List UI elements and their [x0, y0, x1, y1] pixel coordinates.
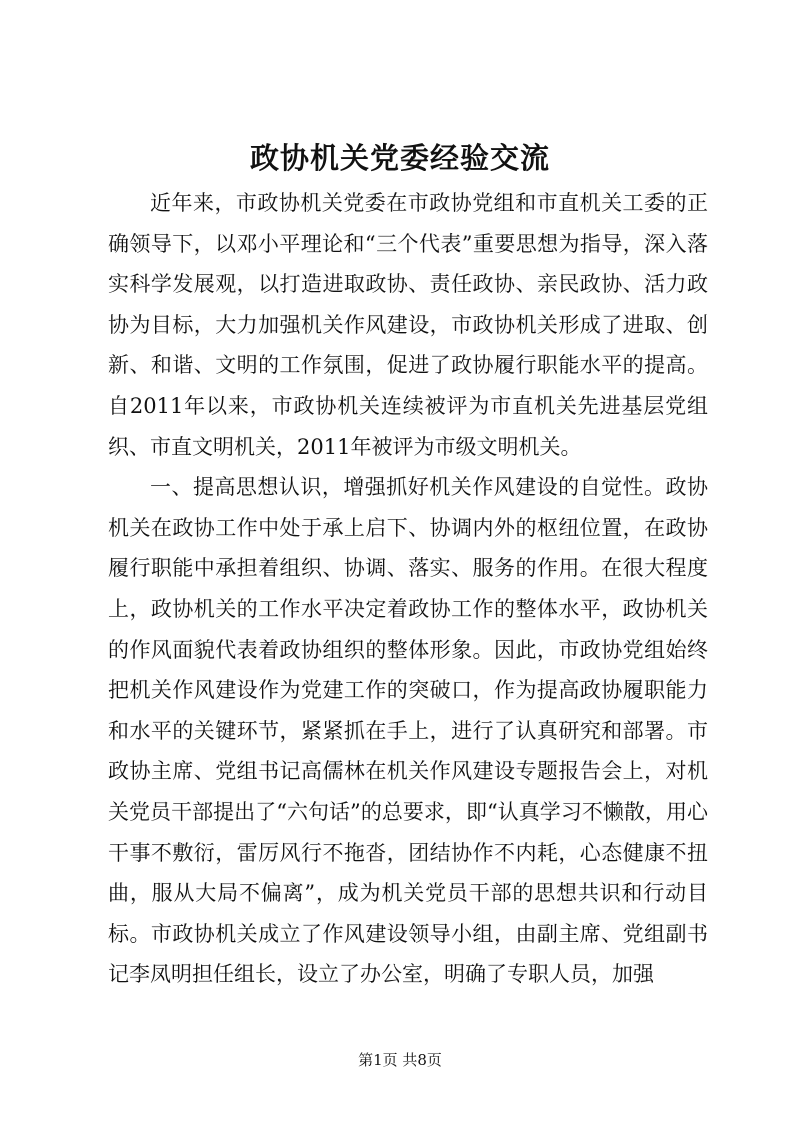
- document-title: 政协机关党委经验交流: [249, 141, 550, 175]
- paragraph-section-one: 一、提高思想认识，增强抓好机关作风建设的自觉性。政协机关在政协工作中处于承上启下、协调内外的枢纽位置，在政协履行职能中承担着组织、协调、落实、服务的作用。在很大程度上，政协机关的工作水平决定着政协工作的整体水平，政协机关的作风面貌代表着政协组织的整体形象。因此，市政协党组始终把机关作风建设作为党建工作的突破口，作为提高政协履职能力和水平的关键环节，紧紧抓在手上，进行了认真研究和部署。市政协主席、党组书记高儒林在机关作风建设专题报告会上，对机关党员干部提出了“六句话”的总要求，即“认真学习不懒散，用心干事不敷衍，雷厉风行不拖沓，团结协作不内耗，心态健康不扭曲，服从大局不偏离”，成为机关党员干部的思想共识和行动目标。市政协机关成立了作风建设领导小组，由副主席、党组副书记李凤明担任组长，设立了办公室，明确了专职人员，加强: [108, 475, 708, 987]
- paragraph-intro: 近年来，市政协机关党委在市政协党组和市直机关工委的正确领导下，以邓小平理论和“三个代表”重要思想为指导，深入落实科学发展观，以打造进取政协、责任政协、亲民政协、活力政协为目标，大力加强机关作风建设，市政协机关形成了进取、创新、和谐、文明的工作氛围，促进了政协履行职能水平的提高。自2011年以来，市政协机关连续被评为市直机关先进基层党组织、市直文明机关，2011年被评为市级文明机关。: [108, 191, 708, 459]
- document-body: [108, 183, 708, 995]
- page-footer: 第1页 共8页: [358, 1051, 442, 1069]
